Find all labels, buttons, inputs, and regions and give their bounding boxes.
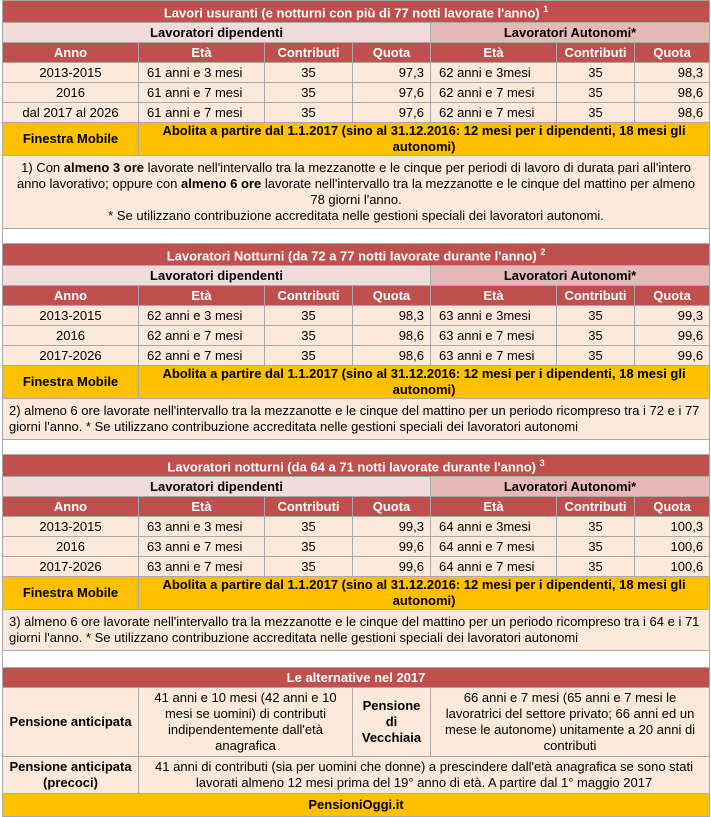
table-row [3, 306, 710, 326]
finestra-label: Finestra Mobile [3, 577, 139, 610]
anticipata-text: 41 anni e 10 mesi (42 anni e 10 mesi se uomini) di contributi indipendentemente dall'età anagrafica [139, 688, 353, 757]
finestra-label: Finestra Mobile [3, 366, 139, 399]
table-cell: 62 anni e 3mesi [431, 63, 557, 83]
table-cell: 62 anni e 7 mesi [431, 83, 557, 103]
table-cell: 64 anni e 3mesi [431, 517, 557, 537]
table-cell: 99,6 [635, 346, 710, 366]
section-title-text: Lavoratori notturni (da 64 a 71 notti lavorate durante l'anno) [167, 459, 537, 475]
finestra-label: Finestra Mobile [3, 123, 139, 156]
table-cell: 63 anni e 7 mesi [139, 537, 265, 557]
table-cell: 62 anni e 3 mesi [139, 306, 265, 326]
anticipata-label: Pensione anticipata [3, 688, 139, 757]
table-cell: 61 anni e 3 mesi [139, 63, 265, 83]
table-row [3, 63, 710, 83]
table-cell: 97,3 [353, 63, 431, 83]
column-header: Età [139, 43, 265, 63]
table-row [3, 326, 710, 346]
table-cell: dal 2017 al 2026 [3, 103, 139, 123]
table-cell: 2013-2015 [3, 306, 139, 326]
finestra-row [3, 577, 710, 610]
column-header: Età [431, 497, 557, 517]
spacer-row [3, 651, 710, 668]
column-header-row [3, 497, 710, 517]
table-cell: 35 [557, 537, 635, 557]
section-title-row [3, 1, 710, 23]
table-cell: 98,6 [635, 103, 710, 123]
column-header: Quota [353, 286, 431, 306]
finestra-row [3, 123, 710, 156]
table-cell: 62 anni e 7 mesi [431, 103, 557, 123]
table-cell: 35 [265, 103, 353, 123]
footnote-part: almeno 3 ore [63, 160, 144, 175]
section-title-row [3, 455, 710, 477]
column-header: Contributi [557, 286, 635, 306]
table-cell: 2013-2015 [3, 63, 139, 83]
column-header: Contributi [265, 497, 353, 517]
table-cell: 62 anni e 7 mesi [139, 346, 265, 366]
spacer-row [3, 229, 710, 244]
table-row [3, 83, 710, 103]
table-cell: 100,6 [635, 537, 710, 557]
footnote-part: lavorate nell'intervallo tra la mezzanotte e le cinque per periodi di lavoro di durata pari all'intero anno lavorativo; oppure con [16, 160, 691, 191]
table-cell: 35 [557, 346, 635, 366]
table-cell: 2017-2026 [3, 346, 139, 366]
table-cell: 35 [265, 346, 353, 366]
table-cell: 35 [265, 537, 353, 557]
table-cell: 62 anni e 7 mesi [139, 326, 265, 346]
table-cell: 99,6 [635, 326, 710, 346]
column-header: Contributi [557, 43, 635, 63]
table-cell: 2013-2015 [3, 517, 139, 537]
footnote-text [3, 399, 710, 440]
table-cell: 63 anni e 7 mesi [431, 346, 557, 366]
column-header: Quota [635, 497, 710, 517]
footnote-text [3, 610, 710, 651]
table-cell: 35 [557, 517, 635, 537]
table-cell: 63 anni e 3 mesi [139, 517, 265, 537]
column-header: Anno [3, 286, 139, 306]
footnote-row [3, 156, 710, 229]
column-header: Quota [353, 43, 431, 63]
table-cell: 98,6 [635, 83, 710, 103]
table-row [3, 557, 710, 577]
precoci-text: 41 anni di contributi (sia per uomini che donne) a prescindere dall'età anagrafica se sono stati lavorati almeno 12 mesi prima del 19° anno di età. A partire dal 1° maggio 2017 [139, 757, 710, 794]
table-cell: 35 [265, 517, 353, 537]
column-header: Contributi [557, 497, 635, 517]
column-header: Età [139, 497, 265, 517]
column-header-row [3, 43, 710, 63]
column-header: Quota [635, 43, 710, 63]
table-cell: 35 [557, 306, 635, 326]
column-header: Contributi [265, 286, 353, 306]
column-header-row [3, 286, 710, 306]
table-cell: 2016 [3, 537, 139, 557]
group-dipendenti: Lavoratori dipendenti [3, 23, 431, 43]
brand-logo: PensioniOggi.it [3, 794, 710, 817]
table-cell: 35 [265, 83, 353, 103]
finestra-row [3, 366, 710, 399]
alternatives-title: Le alternative nel 2017 [3, 668, 710, 688]
spacer [3, 229, 710, 244]
alternatives-row [3, 688, 710, 757]
column-header: Anno [3, 497, 139, 517]
precoci-label: Pensione anticipata (precoci) [3, 757, 139, 794]
table-cell: 98,6 [353, 326, 431, 346]
footnote-part: 3) almeno 6 ore lavorate nell'intervallo tra la mezzanotte e le cinque del mattino per un periodo ricompreso tra i 64 e i 71 giorni l'anno. * Se utilizzano contribuzione accreditata nelle gestioni speciali dei lavoratori autonomi [9, 614, 700, 645]
table-cell: 63 anni e 3mesi [431, 306, 557, 326]
table-cell: 35 [557, 63, 635, 83]
table-cell: 64 anni e 7 mesi [431, 537, 557, 557]
spacer [3, 440, 710, 455]
group-header-row [3, 266, 710, 286]
spacer-row [3, 440, 710, 455]
finestra-text: Abolita a partire dal 1.1.2017 (sino al 31.12.2016: 12 mesi per i dipendenti, 18 mesi gli autonomi) [139, 123, 710, 156]
table-cell: 100,3 [635, 517, 710, 537]
footnote-marker: 3 [539, 458, 545, 469]
column-header: Età [431, 43, 557, 63]
brand-row [3, 794, 710, 817]
finestra-text: Abolita a partire dal 1.1.2017 (sino al 31.12.2016: 12 mesi per i dipendenti, 18 mesi gli autonomi) [139, 577, 710, 610]
table-cell: 2016 [3, 326, 139, 346]
group-autonomi: Lavoratori Autonomi* [431, 477, 710, 497]
footnote-text [3, 156, 710, 229]
group-dipendenti: Lavoratori dipendenti [3, 477, 431, 497]
group-autonomi: Lavoratori Autonomi* [431, 23, 710, 43]
table-row [3, 517, 710, 537]
table-cell: 63 anni e 7 mesi [431, 326, 557, 346]
pension-table [2, 0, 710, 817]
footnote-row [3, 610, 710, 651]
footnote-part: 1) Con [21, 160, 64, 175]
footnote-part: 2) almeno 6 ore lavorate nell'intervallo tra la mezzanotte e le cinque del mattino per un periodo ricompreso tra i 72 e i 77 giorni l'anno. * Se utilizzano contribuzione accreditata nelle gestioni speciali dei lavoratori autonomi [9, 403, 700, 434]
precoci-row [3, 757, 710, 794]
table-cell: 35 [557, 83, 635, 103]
group-header-row [3, 23, 710, 43]
column-header: Quota [353, 497, 431, 517]
table-cell: 97,6 [353, 103, 431, 123]
footnote-marker: 1 [543, 4, 549, 15]
table-cell: 35 [265, 557, 353, 577]
group-autonomi: Lavoratori Autonomi* [431, 266, 710, 286]
table-row [3, 103, 710, 123]
table-cell: 98,3 [353, 306, 431, 326]
table-cell: 2017-2026 [3, 557, 139, 577]
group-header-row [3, 477, 710, 497]
column-header: Contributi [265, 43, 353, 63]
section-title [3, 455, 710, 477]
table-cell: 35 [557, 103, 635, 123]
alternatives-title-row [3, 668, 710, 688]
table-cell: 63 anni e 7 mesi [139, 557, 265, 577]
section-title [3, 244, 710, 266]
table-cell: 98,6 [353, 346, 431, 366]
table-cell: 99,3 [353, 517, 431, 537]
section-title [3, 1, 710, 23]
table-cell: 35 [265, 306, 353, 326]
table-cell: 99,3 [635, 306, 710, 326]
table-cell: 35 [265, 326, 353, 346]
section-title-text: Lavori usuranti (e notturni con più di 77 notti lavorate l'anno) [163, 5, 540, 21]
spacer [3, 651, 710, 668]
group-dipendenti: Lavoratori dipendenti [3, 266, 431, 286]
table-cell: 2016 [3, 83, 139, 103]
table-cell: 100,6 [635, 557, 710, 577]
table-cell: 64 anni e 7 mesi [431, 557, 557, 577]
table-cell: 35 [265, 63, 353, 83]
column-header: Età [139, 286, 265, 306]
vecchiaia-label: Pensione di Vecchiaia [353, 688, 431, 757]
vecchiaia-text: 66 anni e 7 mesi (65 anni e 7 mesi le lavoratrici del settore privato; 66 anni ed un mese le autonome) unitamente a 20 anni di contributi [431, 688, 710, 757]
table-cell: 98,3 [635, 63, 710, 83]
footnote-autonomi: * Se utilizzano contribuzione accreditata nelle gestioni speciali dei lavoratori autonomi. [108, 208, 604, 223]
table-cell: 99,6 [353, 557, 431, 577]
table-cell: 99,6 [353, 537, 431, 557]
table-cell: 97,6 [353, 83, 431, 103]
table-row [3, 537, 710, 557]
section-title-row [3, 244, 710, 266]
footnote-marker: 2 [540, 247, 546, 258]
table-cell: 35 [557, 326, 635, 346]
finestra-text: Abolita a partire dal 1.1.2017 (sino al 31.12.2016: 12 mesi per i dipendenti, 18 mesi gli autonomi) [139, 366, 710, 399]
section-title-text: Lavoratori Notturni (da 72 a 77 notti lavorate durante l'anno) [166, 248, 537, 264]
table-row [3, 346, 710, 366]
footnote-row [3, 399, 710, 440]
table-cell: 61 anni e 7 mesi [139, 83, 265, 103]
table-cell: 61 anni e 7 mesi [139, 103, 265, 123]
footnote-part: almeno 6 ore [181, 176, 262, 191]
footnote-part: lavorate nell'intervallo tra la mezzanotte e le cinque del mattino per almeno 78 giorni l'anno. [261, 176, 696, 207]
column-header: Quota [635, 286, 710, 306]
table-cell: 35 [557, 557, 635, 577]
column-header: Età [431, 286, 557, 306]
column-header: Anno [3, 43, 139, 63]
